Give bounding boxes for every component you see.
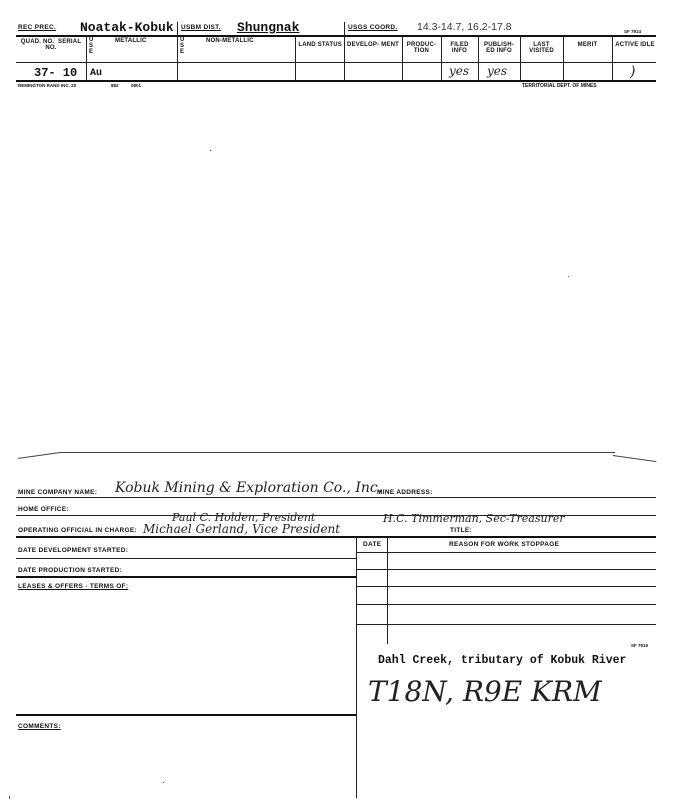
rule (356, 552, 656, 553)
mine-company-value: Kobuk Mining & Exploration Co., Inc. (115, 480, 383, 496)
printer-code-2: 0801 (131, 83, 142, 88)
usgs-coord-value: 14.3-14.7, 16.2-17.8 (417, 21, 512, 33)
operating-official-label: OPERATING OFFICIAL IN CHARGE: (18, 527, 137, 534)
quad-serial-value: 37- 10 (34, 66, 78, 80)
col-use-prefix-2: U S E (180, 37, 185, 55)
usbm-dist-value: Shungnak (237, 20, 300, 35)
location-typed: Dahl Creek, tributary of Kobuk River (378, 654, 627, 667)
col-published-info: PUBLISH- ED INFO (484, 42, 514, 54)
form-number-2: SF 7915 (631, 643, 649, 648)
col-land-status: LAND STATUS (298, 42, 342, 48)
rule (16, 576, 356, 578)
mine-company-label: MINE COMPANY NAME: (18, 489, 98, 496)
rule (16, 515, 656, 516)
rule (16, 558, 356, 559)
col-non-metallic: NON-METALLIC (206, 38, 254, 44)
prod-started-label: DATE PRODUCTION STARTED: (18, 567, 123, 574)
rec-prec-value: Noatak-Kobuk (80, 20, 174, 35)
home-office-label: HOME OFFICE: (18, 506, 69, 513)
title-label: TITLE: (450, 527, 473, 534)
official-2: Michael Gerland, Vice President (143, 522, 341, 536)
col-merit: MERIT (577, 42, 598, 48)
date-label: DATE (363, 541, 382, 548)
divider (177, 22, 178, 35)
header-rule (16, 35, 656, 37)
filed-info-value: yes (449, 64, 470, 78)
col-metallic: METALLIC (115, 38, 147, 44)
rule (356, 586, 656, 587)
top-rule (60, 452, 615, 453)
rec-prec-label: REC PREC. (18, 24, 57, 31)
official-1: Paul C. Holden, President (172, 511, 316, 524)
speck (9, 796, 10, 799)
rule (356, 624, 656, 625)
comments-label: COMMENTS: (18, 723, 61, 730)
printer-code-1: 882 (111, 83, 119, 88)
divider (344, 22, 345, 35)
official-3: H.C. Timmerman, Sec-Treasurer (383, 512, 565, 525)
reason-label: REASON FOR WORK STOPPAGE (449, 541, 560, 548)
speck (568, 276, 569, 277)
speck (210, 150, 211, 151)
usgs-coord-label: USGS COORD. (348, 24, 398, 31)
rule (16, 714, 356, 716)
department-credit: TERRITORIAL DEPT. OF MINES (522, 83, 597, 89)
divider (344, 35, 345, 80)
bottom-rule (16, 80, 656, 82)
published-info-value: yes (487, 64, 508, 78)
rule (16, 497, 656, 498)
divider (295, 35, 296, 80)
mine-address-label: MINE ADDRESS: (377, 489, 433, 496)
center-divider (356, 536, 357, 798)
divider (612, 35, 613, 80)
rule (356, 569, 656, 570)
speck (163, 782, 164, 783)
form-number: SF 7914 (624, 29, 642, 34)
col-quad-serial (18, 39, 84, 51)
printer-credit: REMINGTON RAND INC. 20 (18, 83, 77, 88)
active-idle-value: ) (630, 64, 636, 80)
edge-curve (17, 452, 61, 469)
leases-label: LEASES & OFFERS - TERMS OF: (18, 583, 129, 590)
col-quad-label: QUAD. NO. (20, 39, 55, 45)
col-active-idle: ACTIVE IDLE (615, 42, 655, 48)
row-rule (16, 62, 656, 63)
usbm-dist-label: USBM DIST. (181, 24, 221, 31)
col-production: PRODUC- TION (406, 42, 437, 54)
dev-started-label: DATE DEVELOPMENT STARTED: (18, 547, 129, 554)
metallic-value: Au (90, 68, 103, 79)
rule (356, 604, 656, 605)
location-handwritten: T18N, R9E KRM (368, 675, 602, 708)
divider (86, 35, 87, 80)
rule (16, 536, 656, 538)
col-serial-label: SERIAL NO. (45, 39, 82, 51)
divider (177, 35, 178, 80)
col-last-visited: LAST VISITED (529, 42, 554, 54)
col-development: DEVELOP- MENT (347, 42, 399, 48)
col-filed-info: FILED INFO (450, 42, 469, 54)
col-use-prefix: U S E (89, 37, 94, 55)
edge-curve (612, 455, 657, 470)
